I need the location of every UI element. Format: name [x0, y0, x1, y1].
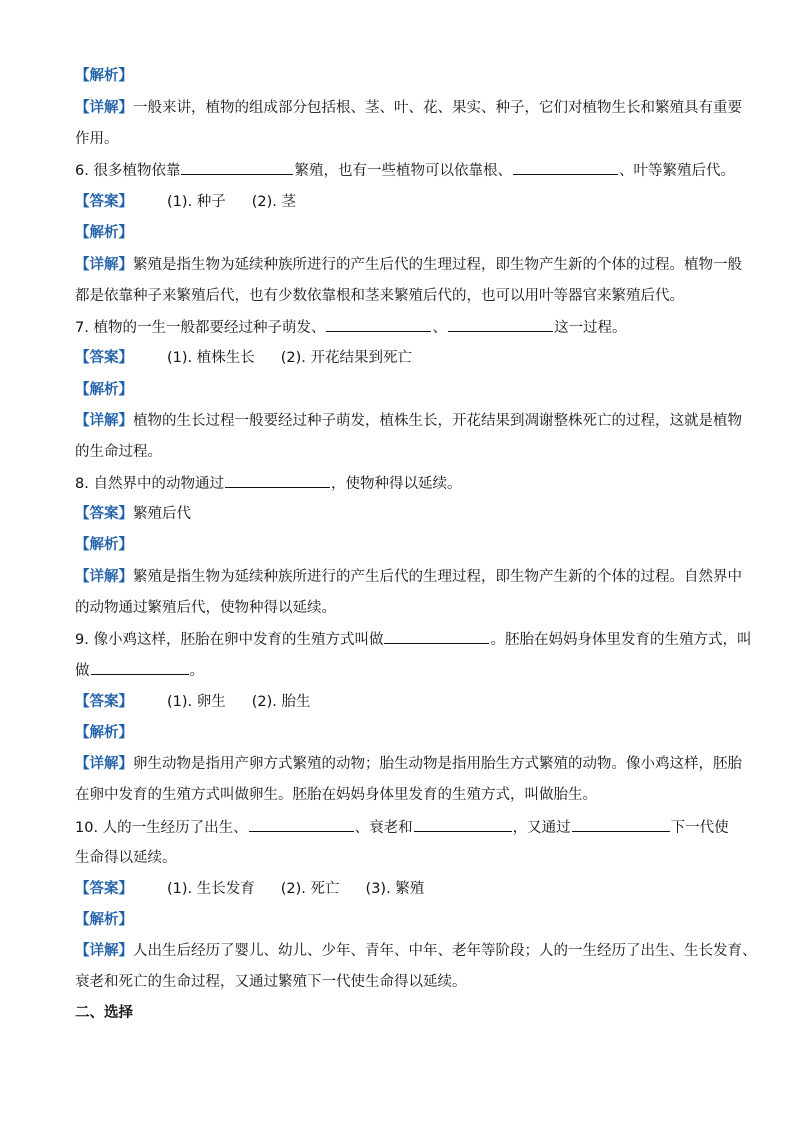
- detail-line-cont: [75, 286, 735, 306]
- question-text: 10. 人的一生经历了出生、: [75, 820, 248, 836]
- analysis-tag: 【解析】: [75, 725, 133, 741]
- analysis-line: [75, 723, 735, 743]
- answer-blank: [414, 817, 512, 832]
- question-text: 、衰老和: [354, 820, 413, 836]
- section-heading: 二、选择: [75, 1005, 133, 1021]
- analysis-line: [75, 380, 735, 400]
- detail-text: 的动物通过繁殖后代，使物种得以延续。: [75, 600, 336, 616]
- answer-option: (1). 植株生长: [167, 350, 255, 366]
- answer-option: (2). 死亡: [280, 881, 340, 897]
- answer-line: [75, 879, 735, 899]
- answer-blank: [384, 629, 489, 644]
- analysis-tag: 【解析】: [75, 225, 133, 241]
- analysis-line: [75, 66, 735, 86]
- answer-blank: [513, 160, 618, 175]
- detail-tag: 【详解】: [75, 413, 133, 429]
- analysis-tag: 【解析】: [75, 68, 133, 84]
- analysis-line: [75, 910, 735, 930]
- answer-option: (1). 卵生: [167, 694, 226, 710]
- answer-tag: 【答案】: [75, 350, 133, 366]
- analysis-line: [75, 535, 735, 555]
- analysis-line: [75, 223, 735, 243]
- question-text: 做: [75, 663, 90, 679]
- detail-text: 的生命过程。: [75, 444, 162, 460]
- question-9: [75, 629, 752, 650]
- answer-option: 繁殖后代: [133, 506, 191, 522]
- answer-line: [75, 192, 735, 212]
- answer-tag: 【答案】: [75, 194, 133, 210]
- question-text: 繁殖，也有一些植物可以依靠根、: [294, 163, 512, 179]
- question-8: [75, 473, 735, 494]
- detail-tag: 【详解】: [75, 569, 133, 585]
- detail-tag: 【详解】: [75, 100, 133, 116]
- question-text: 下一代使: [670, 820, 729, 836]
- answer-option: (2). 胎生: [251, 694, 311, 710]
- answer-option: (1). 生长发育: [167, 881, 255, 897]
- answer-blank: [448, 317, 553, 332]
- detail-line-cont: [75, 442, 735, 462]
- answer-blank: [249, 817, 354, 832]
- answer-option: (2). 开花结果到死亡: [280, 350, 413, 366]
- detail-line-cont: [75, 785, 735, 805]
- answer-line: [75, 348, 735, 368]
- question-9-cont: [75, 660, 735, 681]
- detail-tag: 【详解】: [75, 257, 133, 273]
- detail-line: [75, 941, 757, 961]
- detail-text: 繁殖是指生物为延续种族所进行的产生后代的生理过程，即生物产生新的个体的过程。植物一般: [133, 257, 742, 273]
- detail-line-cont: [75, 972, 735, 992]
- detail-line: [75, 411, 742, 431]
- answer-tag: 【答案】: [75, 694, 133, 710]
- detail-text: 在卵中发育的生殖方式叫做卵生。胚胎在妈妈身体里发育的生殖方式，叫做胎生。: [75, 787, 597, 803]
- answer-tag: 【答案】: [75, 506, 133, 522]
- detail-line: [75, 98, 742, 118]
- answer-blank: [225, 473, 330, 488]
- detail-text: 人出生后经历了婴儿、幼儿、少年、青年、中年、老年等阶段；人的一生经历了出生、生长发育、: [133, 943, 757, 959]
- answer-line: [75, 504, 735, 524]
- question-text: 。胚胎在妈妈身体里发育的生殖方式，叫: [490, 632, 752, 648]
- detail-tag: 【详解】: [75, 756, 133, 772]
- analysis-tag: 【解析】: [75, 537, 133, 553]
- question-text: ，使物种得以延续。: [330, 476, 462, 492]
- detail-text: 植物的生长过程一般要经过种子萌发，植株生长，开花结果到凋谢整株死亡的过程，这就是植物: [133, 413, 742, 429]
- question-text: 。: [189, 663, 204, 679]
- detail-line-cont: [75, 598, 735, 618]
- detail-line: [75, 255, 742, 275]
- detail-text: 衰老和死亡的生命过程，又通过繁殖下一代使生命得以延续。: [75, 974, 467, 990]
- answer-option: (1). 种子: [167, 194, 226, 210]
- answer-blank: [572, 817, 670, 832]
- question-text: 、: [432, 320, 447, 336]
- detail-line: [75, 567, 742, 587]
- detail-line-cont: [75, 129, 735, 149]
- answer-blank: [91, 660, 189, 675]
- answer-option: (2). 茎: [251, 194, 297, 210]
- answer-tag: 【答案】: [75, 881, 133, 897]
- question-7: [75, 317, 735, 338]
- question-text: 这一过程。: [553, 320, 627, 336]
- question-text: 8. 自然界中的动物通过: [75, 476, 224, 492]
- detail-text: 一般来讲，植物的组成部分包括根、茎、叶、花、果实、种子，它们对植物生长和繁殖具有重要: [133, 100, 742, 116]
- question-10: [75, 817, 735, 838]
- question-text: 6. 很多植物依靠: [75, 163, 181, 179]
- detail-text: 都是依靠种子来繁殖后代，也有少数依靠根和茎来繁殖后代的，也可以用叶等器官来繁殖后代。: [75, 288, 684, 304]
- question-text: ，又通过: [512, 820, 571, 836]
- detail-text: 作用。: [75, 131, 119, 147]
- question-6: [75, 160, 735, 181]
- answer-blank: [181, 160, 293, 175]
- detail-text: 繁殖是指生物为延续种族所进行的产生后代的生理过程，即生物产生新的个体的过程。自然界中: [133, 569, 742, 585]
- detail-tag: 【详解】: [75, 943, 133, 959]
- detail-line: [75, 754, 742, 774]
- question-10-cont: [75, 848, 735, 868]
- analysis-tag: 【解析】: [75, 382, 133, 398]
- question-text: 生命得以延续。: [75, 850, 177, 866]
- detail-text: 卵生动物是指用产卵方式繁殖的动物；胎生动物是指用胎生方式繁殖的动物。像小鸡这样，胚胎: [133, 756, 742, 772]
- answer-line: [75, 692, 735, 712]
- question-text: 9. 像小鸡这样，胚胎在卵中发育的生殖方式叫做: [75, 632, 384, 648]
- question-text: 、叶等繁殖后代。: [618, 163, 735, 179]
- answer-option: (3). 繁殖: [365, 881, 425, 897]
- answer-blank: [326, 317, 431, 332]
- analysis-tag: 【解析】: [75, 912, 133, 928]
- question-text: 7. 植物的一生一般都要经过种子萌发、: [75, 320, 326, 336]
